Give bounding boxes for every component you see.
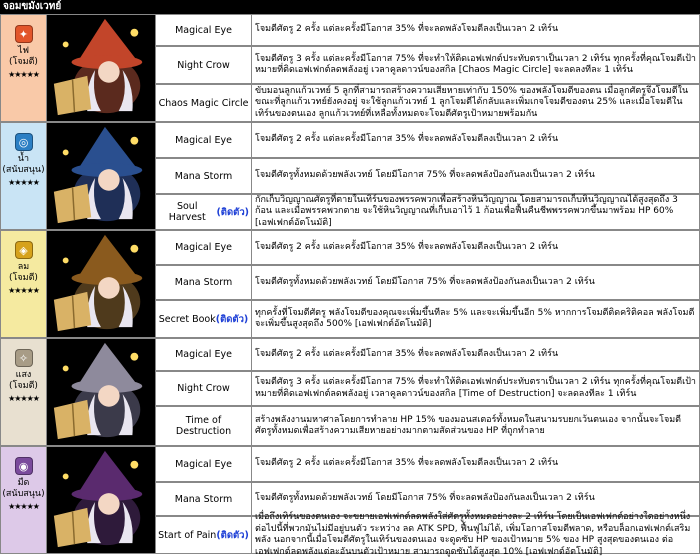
- skill-description-text: กักเก็บวิญญาณศัตรูที่ตายในเทิร์นของพรรคพวกเพื่อสร้างหินวิญญาณ โดยสามารถเก็บหินวิญญาณได้สูงสุดถึง 3 ก้อน และเมื่อพรรคพวกตาย จะใช้หินวิญญาณที่เก็บเอาไว้ 1 ก้อนเพื่อฟื้นคืนชีพพรรคพวกขึ้นมาพร้อม HP 60% [เอฟเฟกต์อัตโนมัติ]: [255, 194, 678, 228]
- element-role: (สนับสนุน): [2, 489, 45, 499]
- water-icon: ◎: [15, 133, 33, 151]
- skill-name: [155, 482, 252, 516]
- witch-portrait-icon: [47, 15, 155, 121]
- element-name: ลม: [17, 262, 30, 272]
- skill-description: [252, 14, 700, 46]
- witch-portrait-icon: [47, 231, 155, 337]
- skill-description-text: เมื่อถึงเทิร์นของตนเอง จะขยายเอฟเฟกต์ลดพลังใส่ศัตรูทั้งหมดอย่างละ 2 เทิร์น โดยเป็นเอฟเฟกต์อย่างใดอย่างหนึ่งต่อไปนี้ที่พวกมันไม่มีอยู่บนตัว ระหว่าง ลด ATK SPD, ฟื้นฟูไม่ได้, เพิ่มโอกาสโจมตีพลาด, หรือบล็อกเอฟเฟกต์เสริมพลัง นอกจากนี้เมื่อโจมตีศัตรูในเทิร์นของตนเอง จะดูดซับ HP ของเป้าหมาย 5% ของ HP สูงสุดของตนเอง ต่อเอฟเฟกต์ลดพลังแต่ละอันบนตัวเป้าหมาย สามารถดูดซับได้สูงสุด 10% [เอฟเฟกต์อัตโนมัติ]: [255, 512, 691, 557]
- skill-row: [155, 300, 700, 338]
- star-rating: ★★★★★: [8, 286, 39, 295]
- skill-name: [155, 84, 252, 122]
- skill-name-label: Magical Eye: [175, 134, 232, 146]
- monster-group: [0, 446, 700, 557]
- monster-group: [0, 14, 700, 122]
- skill-name: [155, 122, 252, 158]
- skill-name: [155, 371, 252, 406]
- witch-portrait-icon: [47, 447, 155, 553]
- skill-name: [155, 338, 252, 371]
- skill-name-label: Chaos Magic Circle: [158, 97, 249, 109]
- skill-description: [252, 371, 700, 406]
- passive-tag: (ติดตัว): [215, 313, 249, 325]
- skill-description-text: โจมตีศัตรู 2 ครั้ง แต่ละครั้งมีโอกาส 35% ที่จะลดพลังโจมตีลงเป็นเวลา 2 เทิร์น: [255, 458, 559, 469]
- skill-row: [155, 265, 700, 300]
- skill-name-label: Time of Destruction: [175, 415, 232, 437]
- skill-description-text: โจมตีศัตรู 2 ครั้ง แต่ละครั้งมีโอกาส 35% ที่จะลดพลังโจมตีลงเป็นเวลา 2 เทิร์น: [255, 348, 559, 359]
- skill-description: [252, 158, 700, 194]
- skill-name: [155, 194, 252, 230]
- element-role: (โจมตี): [9, 273, 38, 283]
- element-cell: [0, 122, 47, 230]
- element-cell: [0, 446, 47, 554]
- skill-name-label: Magical Eye: [175, 24, 232, 36]
- skill-name: [155, 265, 252, 300]
- skill-description-text: โจมตีศัตรู 2 ครั้ง แต่ละครั้งมีโอกาส 35% ที่จะลดพลังโจมตีลงเป็นเวลา 2 เทิร์น: [255, 134, 559, 145]
- skill-row: [155, 84, 700, 122]
- skill-row: [155, 122, 700, 158]
- monster-portrait: [47, 230, 155, 338]
- star-rating: ★★★★★: [8, 394, 39, 403]
- skill-description-text: โจมตีศัตรู 2 ครั้ง แต่ละครั้งมีโอกาส 35% ที่จะลดพลังโจมตีลงเป็นเวลา 2 เทิร์น: [255, 241, 559, 252]
- element-cell: [0, 338, 47, 446]
- skill-description: [252, 230, 700, 265]
- skill-row: [155, 482, 700, 516]
- skill-row: [155, 158, 700, 194]
- monster-portrait: [47, 14, 155, 122]
- skill-row: [155, 46, 700, 84]
- star-rating: ★★★★★: [8, 178, 39, 187]
- skill-name: [155, 446, 252, 482]
- skill-name-label: Mana Storm: [174, 277, 233, 288]
- element-role: (โจมตี): [9, 57, 38, 67]
- skill-name: [155, 230, 252, 265]
- skill-description-text: โจมตีศัตรูทั้งหมดด้วยพลังเวทย์ โดยมีโอกาส 75% ที่จะลดพลังป้องกันลงเป็นเวลา 2 เทิร์น: [255, 493, 595, 504]
- skill-name: [155, 406, 252, 446]
- skill-row: [155, 230, 700, 265]
- element-name: มืด: [17, 478, 30, 488]
- skill-description: [252, 406, 700, 446]
- skill-name: [155, 158, 252, 194]
- skill-row: [155, 14, 700, 46]
- skill-name: [155, 14, 252, 46]
- skill-description: [252, 122, 700, 158]
- skill-description-text: ทุกครั้งที่โจมตีศัตรู พลังโจมตีของคุณจะเพิ่มขึ้นทีละ 5% และจะเพิ่มขึ้นอีก 5% หากการโจมตีติดคริติคอล พลังโจมตีจะเพิ่มขึ้นสูงสุดถึง 500% [เอฟเฟกต์อัตโนมัติ]: [255, 307, 695, 329]
- star-rating: ★★★★★: [8, 70, 39, 79]
- skill-description: [252, 194, 700, 230]
- skill-row: [155, 371, 700, 406]
- skill-description-text: โจมตีศัตรู 3 ครั้ง แต่ละครั้งมีโอกาส 75% ที่จะทำให้ติดเอฟเฟกต์ประทับตราเป็นเวลา 2 เทิร์น ทุกครั้งที่คุณโจมตีเป้าหมายที่ติดเอฟเฟกต์ลดพลังอยู่ เวลาคูลดาวน์ของสกิล [Time of Destruction] จะลดลงทีละ 1 เทิร์น: [255, 377, 696, 399]
- element-role: (สนับสนุน): [2, 165, 45, 175]
- skill-name: [155, 516, 252, 554]
- wind-icon: ◈: [15, 241, 33, 259]
- light-icon: ✧: [15, 349, 33, 367]
- skill-name-label: Magical Eye: [175, 458, 232, 470]
- skill-description: [252, 265, 700, 300]
- skill-name-label: Magical Eye: [175, 349, 232, 360]
- skill-description-text: โจมตีศัตรู 3 ครั้ง แต่ละครั้งมีโอกาส 75% ที่จะทำให้ติดเอฟเฟกต์ประทับตราเป็นเวลา 2 เทิร์น ทุกครั้งที่คุณโจมตีเป้าหมายที่ติดเอฟเฟกต์ลดพลังอยู่ เวลาคูลดาวน์ของสกิล [Chaos Magic Circle] จะลดลงทีละ 1 เทิร์น: [255, 53, 696, 75]
- skill-description-text: สร้างพลังงานมหาศาลโดยการทำลาย HP 15% ของมอนสเตอร์ทั้งหมดในสนามรบยกเว้นตนเอง จากนั้นจะโจมตีศัตรูทั้งหมดเพื่อสร้างความเสียหายอย่างมากตามสัดส่วนของ HP ที่ถูกทำลาย: [255, 414, 681, 436]
- skill-name-label: Mana Storm: [174, 493, 233, 505]
- element-name: น้ำ: [17, 154, 30, 164]
- table-title: จอมขมังเวทย์: [0, 0, 700, 14]
- witch-portrait-icon: [47, 339, 155, 445]
- skill-description: [252, 338, 700, 371]
- element-name: แสง: [15, 370, 32, 380]
- element-role: (โจมตี): [9, 381, 38, 391]
- fire-icon: ✦: [15, 25, 33, 43]
- skill-description: [252, 482, 700, 516]
- monster-portrait: [47, 122, 155, 230]
- skill-description: [252, 446, 700, 482]
- skill-name: [155, 300, 252, 338]
- skill-description: [252, 46, 700, 84]
- dark-icon: ◉: [15, 457, 33, 475]
- element-name: ไฟ: [18, 46, 29, 56]
- monster-group: [0, 122, 700, 230]
- monster-group: [0, 338, 700, 446]
- skill-description-text: ขับมอนลูกแก้วเวทย์ 5 ลูกที่สามารถสร้างความเสียหายเท่ากับ 150% ของพลังโจมตีของตน เมื่อลูกศัตรูจึงโจมตีในขณะที่ลูกแก้วเวทย์ยังคงอยู่ จะใช้ลูกแก้วเวทย์ 1 ลูกโจมตีได้กลับและเพิ่มเกจโจมตีของตน 25% และเมื่อโจมตีในเทิร์นของตนเอง ลูกแก้วเวทย์ที่เหลือทั้งหมดจะโจมตีศัตรูเป้าหมายพร้อมกัน: [255, 85, 689, 119]
- element-cell: [0, 230, 47, 338]
- skill-description: [252, 512, 700, 557]
- skill-description: [252, 300, 700, 338]
- passive-tag: (ติดตัว): [216, 206, 249, 218]
- star-rating: ★★★★★: [8, 502, 39, 511]
- skill-description-text: โจมตีศัตรูทั้งหมดด้วยพลังเวทย์ โดยมีโอกาส 75% ที่จะลดพลังป้องกันลงเป็นเวลา 2 เทิร์น: [255, 170, 595, 181]
- skill-name-label: Night Crow: [177, 59, 230, 71]
- monster-group: [0, 230, 700, 338]
- skill-name-label: Magical Eye: [175, 242, 232, 253]
- skill-name-label: Soul Harvest: [168, 201, 206, 223]
- skill-row: [155, 406, 700, 446]
- skill-name-label: Mana Storm: [174, 170, 233, 182]
- monster-portrait: [47, 446, 155, 554]
- skill-description-text: โจมตีศัตรู 2 ครั้ง แต่ละครั้งมีโอกาส 35% ที่จะลดพลังโจมตีลงเป็นเวลา 2 เทิร์น: [255, 24, 559, 35]
- skill-row: [155, 446, 700, 482]
- passive-tag: (ติดตัว): [216, 529, 249, 541]
- skill-name-label: Night Crow: [177, 383, 230, 394]
- skill-name-label: Start of Pain: [158, 529, 217, 541]
- witch-portrait-icon: [47, 123, 155, 229]
- skill-row: [155, 512, 700, 557]
- element-cell: [0, 14, 47, 122]
- skill-row: [155, 338, 700, 371]
- skill-description-text: โจมตีศัตรูทั้งหมดด้วยพลังเวทย์ โดยมีโอกาส 75% ที่จะลดพลังป้องกันลงเป็นเวลา 2 เทิร์น: [255, 276, 595, 287]
- skill-name: [155, 46, 252, 84]
- monster-portrait: [47, 338, 155, 446]
- skill-row: [155, 194, 700, 230]
- skill-name-label: Secret Book: [158, 313, 216, 325]
- skill-description: [252, 84, 700, 122]
